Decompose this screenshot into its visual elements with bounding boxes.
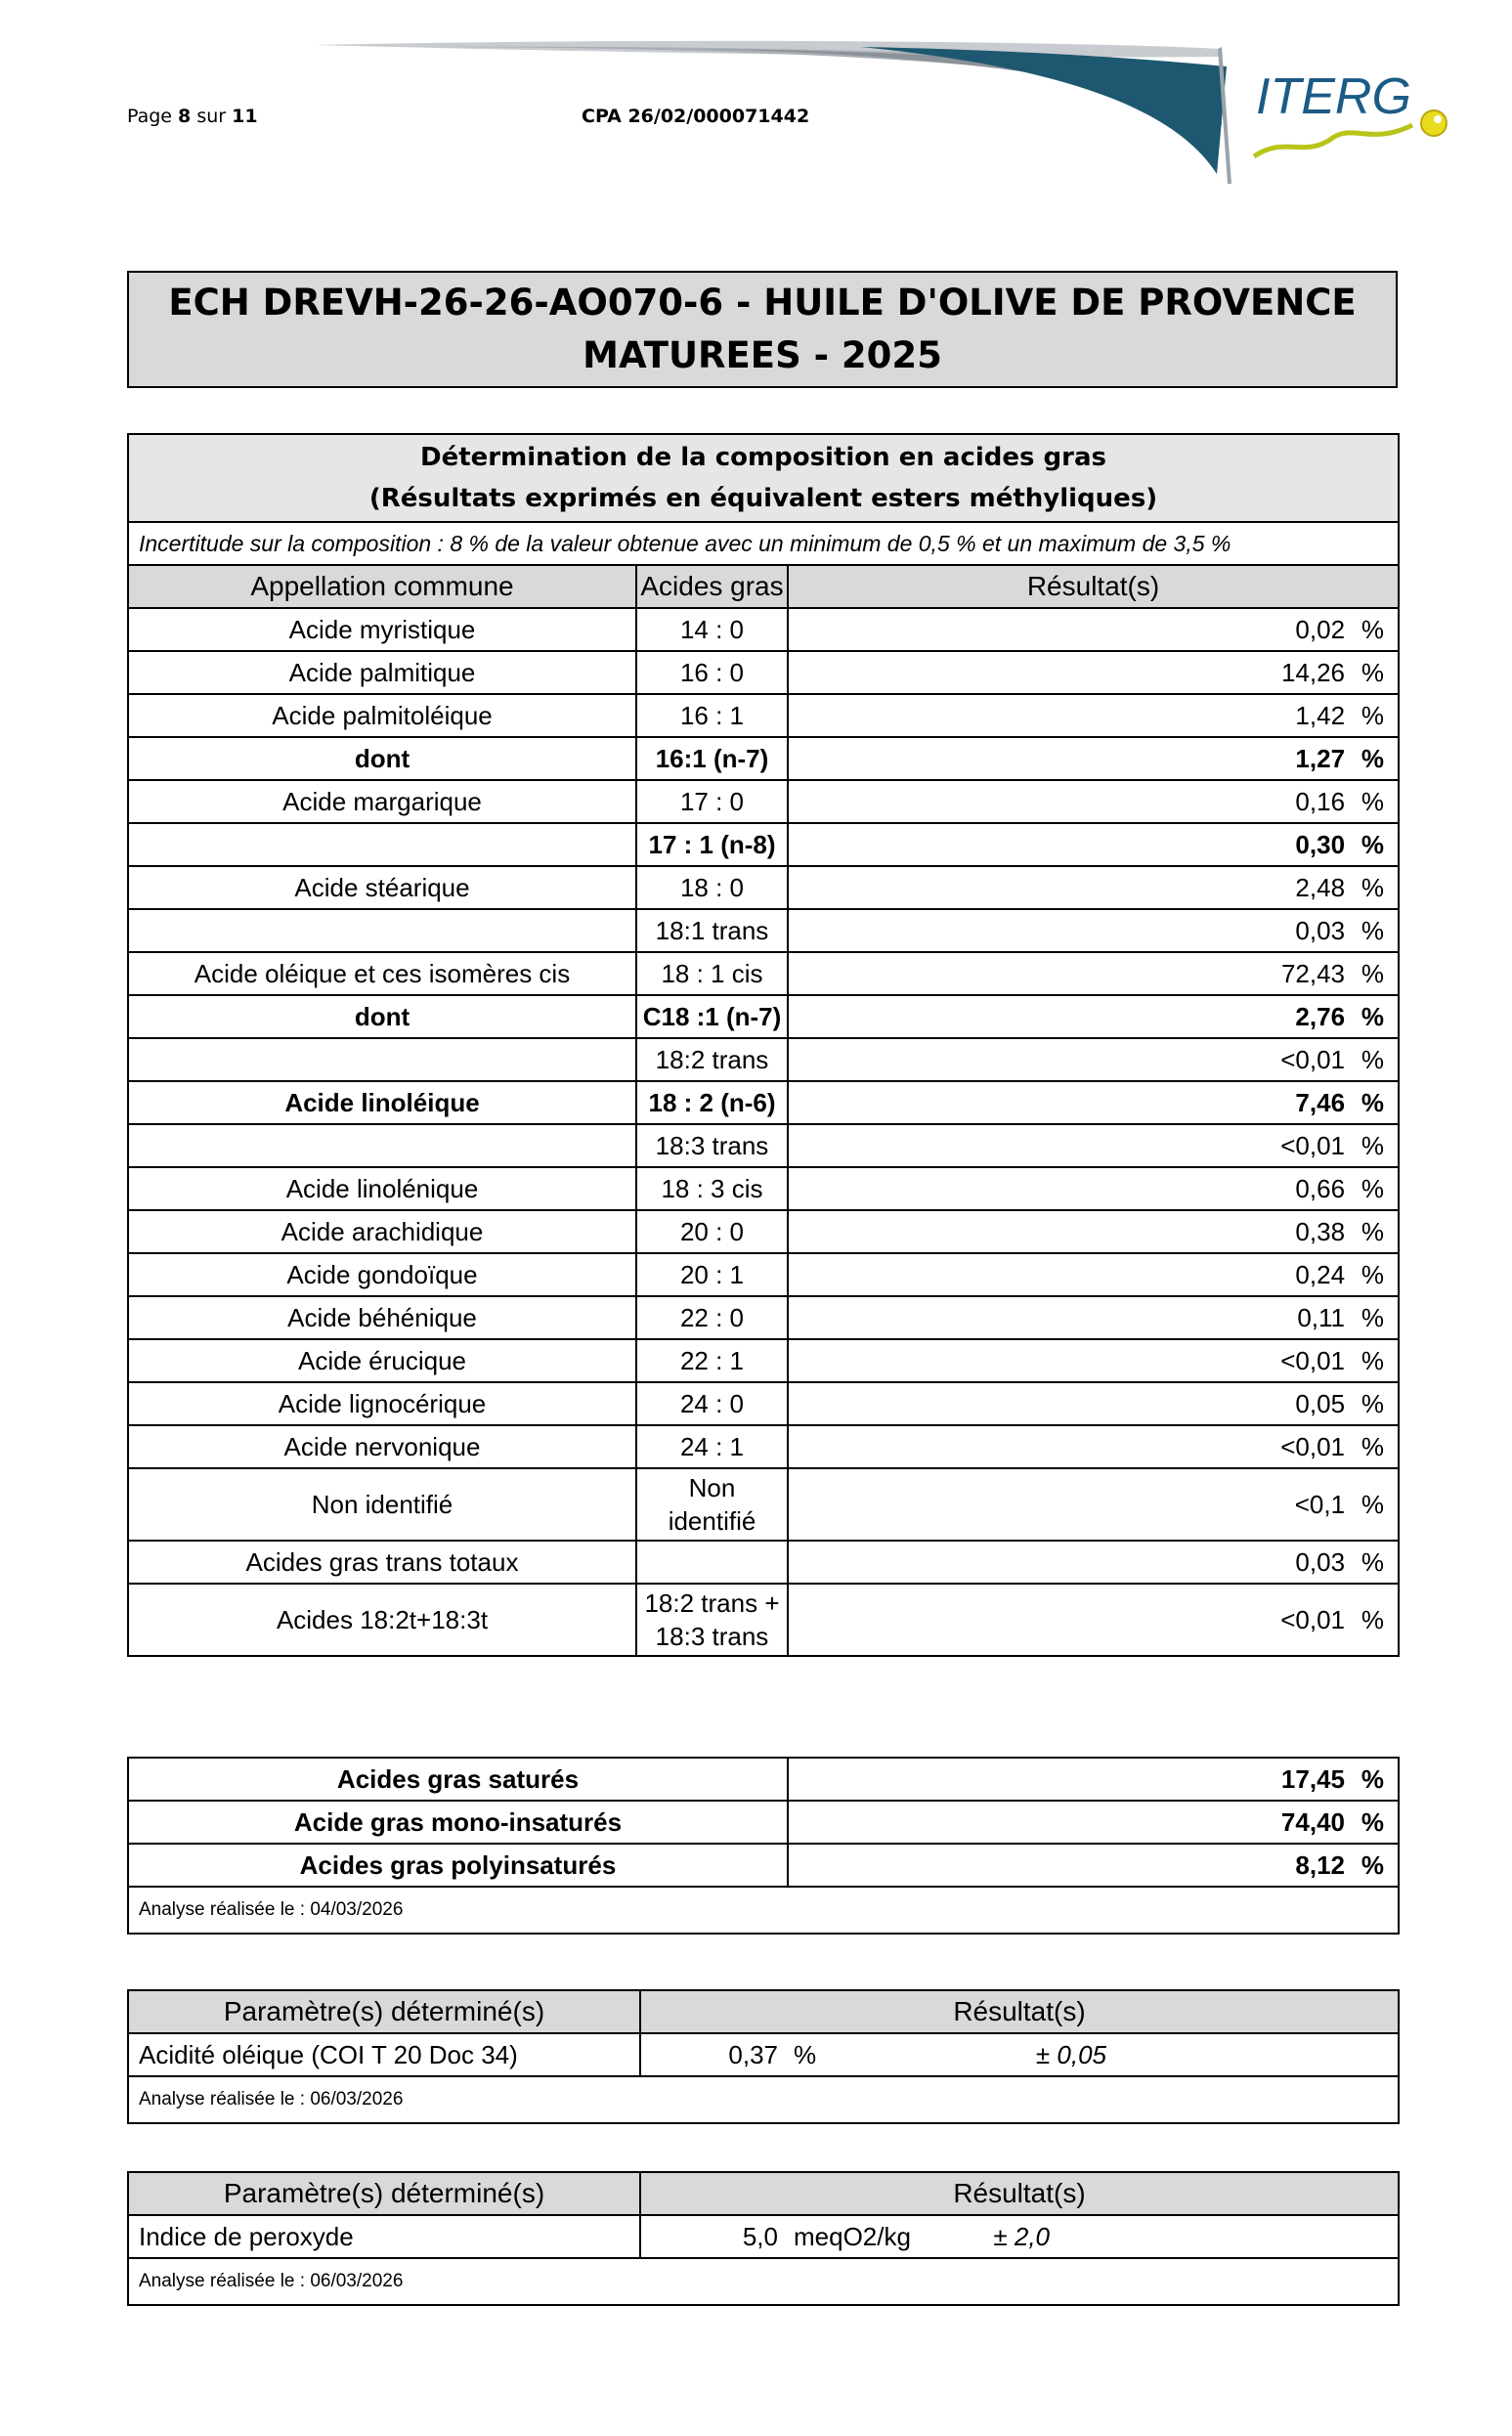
sample-title-line2: MATUREES - 2025 [583, 334, 942, 376]
result-value: 14,26 [1280, 657, 1346, 687]
result-unit: % [1361, 614, 1385, 644]
svg-text:ITERG: ITERG [1256, 68, 1411, 125]
acid-code: 18:3 trans [636, 1124, 788, 1167]
result-unit: % [1361, 700, 1385, 730]
result-unit: % [1361, 1001, 1385, 1031]
result-cell [788, 995, 1399, 1038]
result-value: 0,11 [1297, 1302, 1346, 1332]
result-cell [788, 651, 1399, 694]
table-row [128, 694, 1399, 737]
table-row [128, 1339, 1399, 1382]
acid-name: Acide nervonique [128, 1425, 636, 1468]
result-cell [788, 608, 1399, 651]
analysis-date: Analyse réalisée le : 06/03/2026 [128, 2076, 1399, 2123]
table-row [128, 1468, 1399, 1541]
acid-code: 14 : 0 [636, 608, 788, 651]
result-value: 1,42 [1295, 700, 1346, 730]
acid-code: 20 : 0 [636, 1210, 788, 1253]
result-unit: % [1361, 1490, 1385, 1519]
result-value: 17,45 [1280, 1763, 1345, 1794]
result-unit: % [1361, 1605, 1385, 1634]
acidity-param: Acidité oléique (COI T 20 Doc 34) [128, 2033, 640, 2076]
result-unit: % [1361, 1130, 1385, 1160]
acid-code: 18 : 2 (n-6) [636, 1081, 788, 1124]
result-cell [788, 1541, 1399, 1584]
acidity-table [127, 1989, 1400, 2124]
result-value: <0,01 [1280, 1130, 1346, 1160]
result-value: <0,01 [1280, 1431, 1346, 1461]
page-number: Page 8 sur 11 [127, 106, 258, 127]
acid-name: Acide oléique et ces isomères cis [128, 952, 636, 995]
result-value: 0,16 [1295, 786, 1346, 816]
acid-code [636, 1541, 788, 1584]
document-reference: CPA 26/02/000071442 [582, 106, 810, 127]
column-header-result: Résultat(s) [640, 2172, 1399, 2215]
acid-code: 22 : 0 [636, 1296, 788, 1339]
result-unit: % [1361, 1216, 1385, 1246]
sample-title-box [127, 271, 1398, 388]
summary-name: Acides gras saturés [128, 1758, 788, 1801]
acid-name [128, 823, 636, 866]
result-value: 0,03 [1295, 915, 1346, 945]
column-header-result: Résultat(s) [640, 1990, 1399, 2033]
acid-code: 24 : 1 [636, 1425, 788, 1468]
result-cell [788, 737, 1399, 780]
result-unit: % [1361, 1849, 1384, 1880]
acid-name: Acide margarique [128, 780, 636, 823]
acid-name [128, 1038, 636, 1081]
table-row [128, 1541, 1399, 1584]
result-cell [788, 1382, 1399, 1425]
result-cell [788, 1210, 1399, 1253]
table-row [128, 995, 1399, 1038]
result-unit: % [1361, 958, 1385, 988]
fatty-acid-composition-table [127, 433, 1400, 1657]
result-cell [788, 1425, 1399, 1468]
result-cell [788, 1758, 1399, 1801]
acid-code: C18 :1 (n-7) [636, 995, 788, 1038]
result-cell [788, 909, 1399, 952]
acid-code: 18 : 3 cis [636, 1167, 788, 1210]
analysis-date: Analyse réalisée le : 06/03/2026 [128, 2258, 1399, 2305]
result-unit: % [1361, 915, 1385, 945]
result-unit: % [1361, 1546, 1385, 1577]
acid-code: 22 : 1 [636, 1339, 788, 1382]
acid-name [128, 909, 636, 952]
acid-name: Acide myristique [128, 608, 636, 651]
table-row [128, 651, 1399, 694]
acid-name: Acide stéarique [128, 866, 636, 909]
result-value: 0,30 [1295, 829, 1346, 859]
acid-code: 16:1 (n-7) [636, 737, 788, 780]
column-header-result: Résultat(s) [788, 565, 1399, 608]
table-row [128, 1210, 1399, 1253]
result-value: 7,46 [1295, 1087, 1346, 1117]
column-header-param: Paramètre(s) déterminé(s) [128, 1990, 640, 2033]
result-unit: % [1361, 1806, 1384, 1837]
table-row [128, 737, 1399, 780]
table-row [128, 952, 1399, 995]
table-row [128, 1081, 1399, 1124]
table-row [128, 1038, 1399, 1081]
result-cell [788, 1339, 1399, 1382]
result-unit: % [1361, 1173, 1385, 1203]
result-unit: % [1361, 1044, 1385, 1074]
table-row [128, 1253, 1399, 1296]
acid-code: 17 : 0 [636, 780, 788, 823]
result-value: <0,01 [1280, 1605, 1346, 1634]
column-header-acid: Acides gras [636, 565, 788, 608]
result-cell [788, 1038, 1399, 1081]
result-value: 0,24 [1295, 1259, 1346, 1289]
result-cell [788, 823, 1399, 866]
result-value: 8,12 [1295, 1849, 1345, 1880]
acid-code: 24 : 0 [636, 1382, 788, 1425]
acid-code: 16 : 0 [636, 651, 788, 694]
result-cell [788, 1296, 1399, 1339]
result-unit: % [1361, 1763, 1384, 1794]
result-value: <0,01 [1280, 1044, 1346, 1074]
result-cell [788, 1468, 1399, 1541]
table-row [128, 608, 1399, 651]
acid-code: 18:2 trans + 18:3 trans [636, 1584, 788, 1656]
result-unit: % [1361, 1388, 1385, 1418]
result-cell [788, 1253, 1399, 1296]
acid-code: 18 : 1 cis [636, 952, 788, 995]
result-unit: % [1361, 1431, 1385, 1461]
column-header-param: Paramètre(s) déterminé(s) [128, 2172, 640, 2215]
column-header-name: Appellation commune [128, 565, 636, 608]
result-unit: % [1361, 872, 1385, 902]
result-value: 0,02 [1295, 614, 1346, 644]
result-value: 2,76 [1295, 1001, 1346, 1031]
acid-name: Acide palmitoléique [128, 694, 636, 737]
result-cell [788, 1801, 1399, 1844]
iterg-logo [1246, 66, 1456, 174]
table-row [128, 1124, 1399, 1167]
table-banner: Détermination de la composition en acides gras (Résultats exprimés en équivalent esters méthyliques) [128, 434, 1399, 522]
result-cell [788, 780, 1399, 823]
table-row [128, 1844, 1399, 1887]
acid-name: Acide lignocérique [128, 1382, 636, 1425]
result-unit: % [1361, 829, 1385, 859]
result-value: 74,40 [1280, 1806, 1345, 1837]
table-row [128, 1584, 1399, 1656]
table-row [128, 823, 1399, 866]
acid-name: Acide arachidique [128, 1210, 636, 1253]
table-row [128, 780, 1399, 823]
table-row [128, 1382, 1399, 1425]
acid-code: 18:2 trans [636, 1038, 788, 1081]
summary-name: Acides gras polyinsaturés [128, 1844, 788, 1887]
result-cell [788, 1844, 1399, 1887]
result-value: 72,43 [1280, 958, 1346, 988]
acid-name: Acide linolénique [128, 1167, 636, 1210]
acid-code: 16 : 1 [636, 694, 788, 737]
acid-name: Acides 18:2t+18:3t [128, 1584, 636, 1656]
acid-code: 17 : 1 (n-8) [636, 823, 788, 866]
acid-name: dont [128, 737, 636, 780]
table-row [128, 1801, 1399, 1844]
result-value: 1,27 [1295, 743, 1346, 773]
table-row [128, 1167, 1399, 1210]
table-row [128, 866, 1399, 909]
table-row [128, 1758, 1399, 1801]
acid-name: Acide linoléique [128, 1081, 636, 1124]
result-value: 0,66 [1295, 1173, 1346, 1203]
result-cell [788, 694, 1399, 737]
result-cell [788, 1124, 1399, 1167]
acid-name: Acide palmitique [128, 651, 636, 694]
peroxide-table [127, 2171, 1400, 2306]
acid-name: Acides gras trans totaux [128, 1541, 636, 1584]
acid-code: Non identifié [636, 1468, 788, 1541]
uncertainty-note: Incertitude sur la composition : 8 % de la valeur obtenue avec un minimum de 0,5 % et un maximum de 3,5 % [128, 522, 1399, 565]
analysis-date: Analyse réalisée le : 04/03/2026 [128, 1887, 1399, 1934]
result-value: 0,03 [1295, 1546, 1346, 1577]
table-row [128, 1425, 1399, 1468]
result-cell [788, 1584, 1399, 1656]
acid-code: 18 : 0 [636, 866, 788, 909]
result-cell [788, 866, 1399, 909]
table-row [128, 909, 1399, 952]
acid-name: Acide érucique [128, 1339, 636, 1382]
result-unit: % [1361, 786, 1385, 816]
result-unit: % [1361, 1087, 1385, 1117]
result-value: 0,38 [1295, 1216, 1346, 1246]
acid-name [128, 1124, 636, 1167]
result-unit: % [1361, 1259, 1385, 1289]
peroxide-param: Indice de peroxyde [128, 2215, 640, 2258]
acid-name: Acide béhénique [128, 1296, 636, 1339]
result-value: <0,01 [1280, 1345, 1346, 1375]
fatty-acid-summary-table [127, 1757, 1400, 1935]
result-value: 2,48 [1295, 872, 1346, 902]
result-cell [788, 1081, 1399, 1124]
result-unit: % [1361, 1302, 1385, 1332]
result-value: <0,1 [1294, 1490, 1346, 1519]
acidity-result: 0,37 % ± 0,05 [640, 2033, 1399, 2076]
sample-title-line1: ECH DREVH-26-26-AO070-6 - HUILE D'OLIVE DE PROVENCE [168, 282, 1357, 324]
result-unit: % [1361, 1345, 1385, 1375]
result-unit: % [1361, 743, 1385, 773]
acid-code: 20 : 1 [636, 1253, 788, 1296]
summary-name: Acide gras mono-insaturés [128, 1801, 788, 1844]
result-cell [788, 1167, 1399, 1210]
result-cell [788, 952, 1399, 995]
result-unit: % [1361, 657, 1385, 687]
acid-name: dont [128, 995, 636, 1038]
acid-name: Non identifié [128, 1468, 636, 1541]
acid-code: 18:1 trans [636, 909, 788, 952]
table-row [128, 1296, 1399, 1339]
result-value: 0,05 [1295, 1388, 1346, 1418]
acid-name: Acide gondoïque [128, 1253, 636, 1296]
peroxide-result: 5,0 meqO2/kg ± 2,0 [640, 2215, 1399, 2258]
